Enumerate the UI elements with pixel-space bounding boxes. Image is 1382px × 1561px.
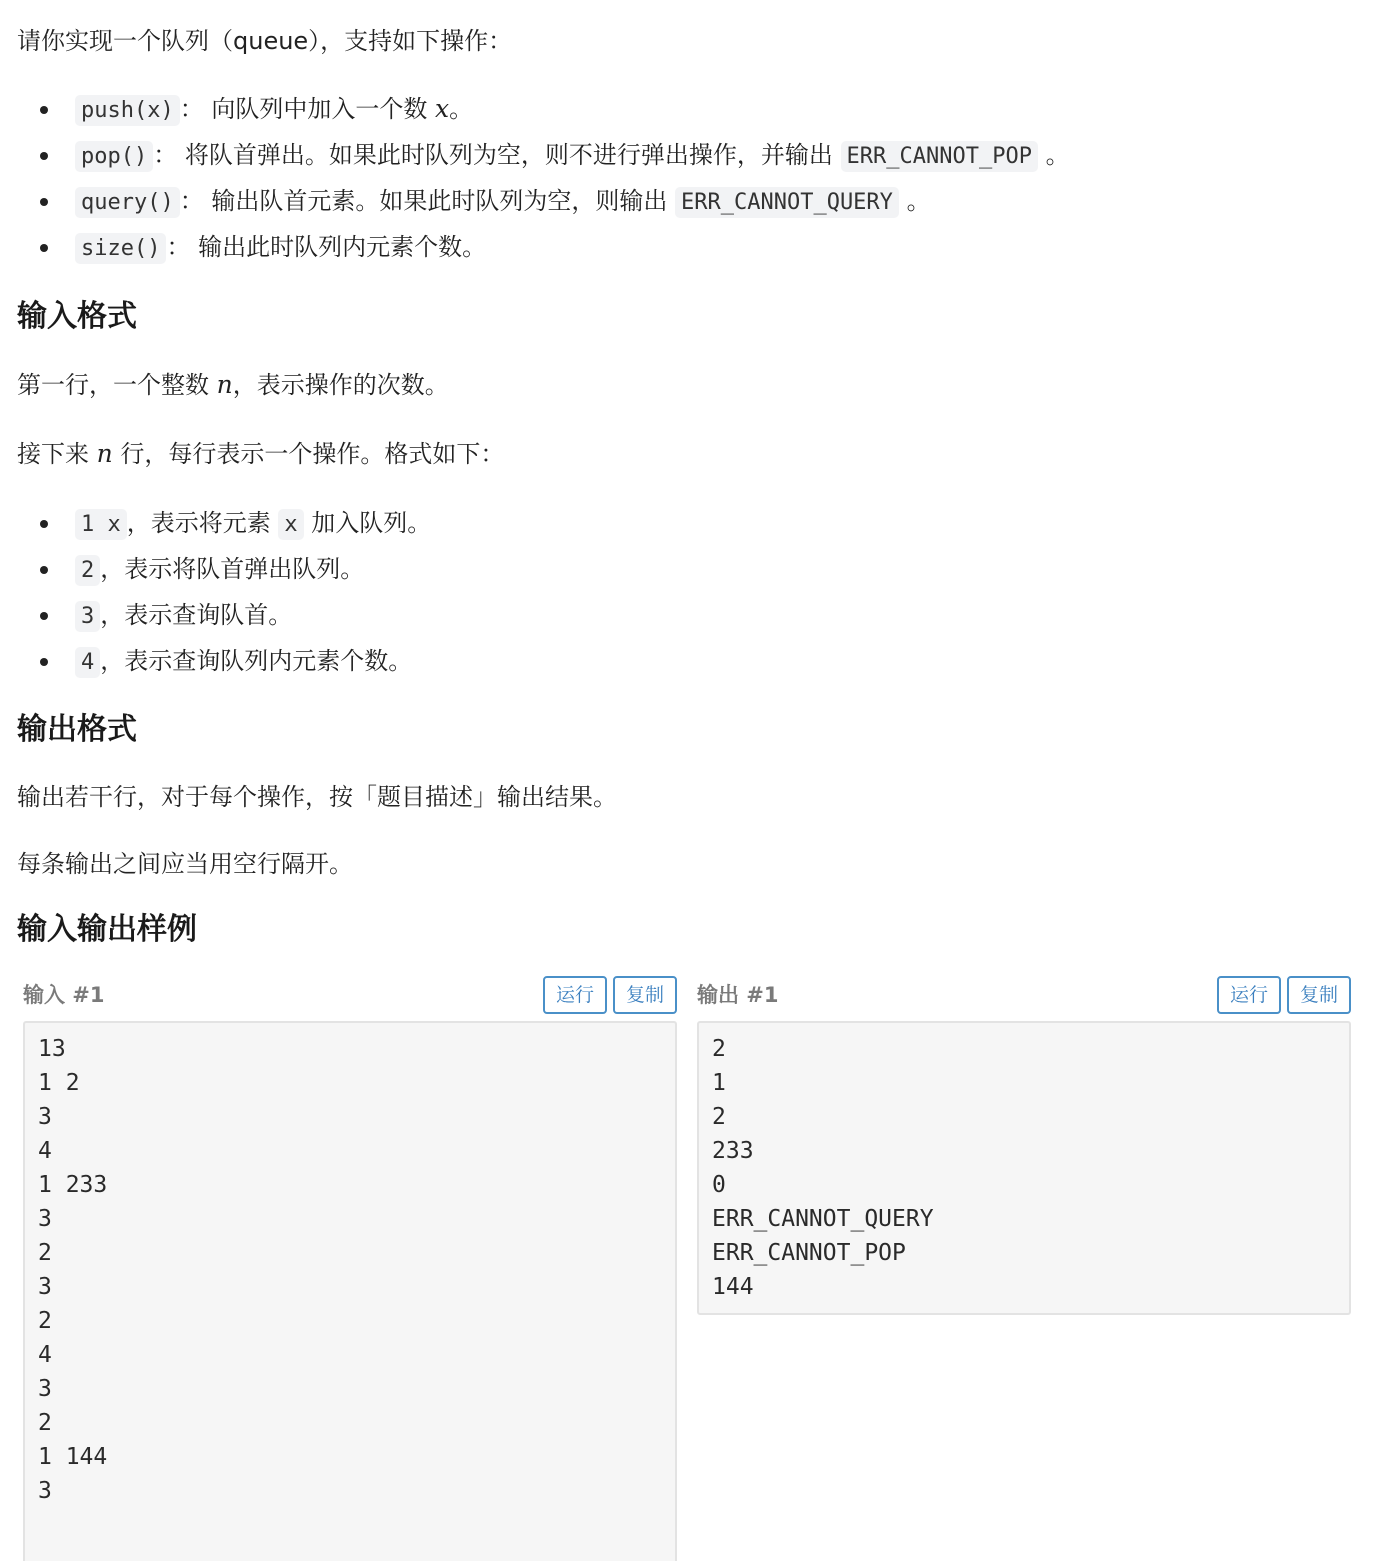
sample-input-header [17, 974, 677, 1018]
inline-code: x [278, 509, 303, 540]
samples-heading: 输入输出样例 [17, 912, 197, 947]
sample-input-panel [17, 974, 677, 1561]
text-segment: ，表示操作的次数。 [232, 371, 449, 399]
code-line: 13 [38, 1036, 66, 1062]
code-line: ERR_CANNOT_QUERY [712, 1206, 934, 1232]
text-segment: 接下来 [17, 440, 89, 468]
input-format-line1 [17, 368, 449, 402]
code-line: 2 [38, 1308, 52, 1334]
code-line: ERR_CANNOT_POP [712, 1240, 906, 1266]
code-line: 144 [712, 1274, 754, 1300]
math-var: n [216, 370, 233, 399]
code-line: 1 [712, 1070, 726, 1096]
output-format-heading: 输出格式 [17, 712, 137, 747]
op-description: 将队首弹出。如果此时队列为空，则不进行弹出操作，并输出 [184, 141, 833, 169]
math-var: x [435, 94, 450, 123]
code-line: 2 [38, 1410, 52, 1436]
sample-input-actions [537, 976, 677, 1014]
code-line: 4 [38, 1138, 52, 1164]
op-tail: 。 [449, 95, 474, 123]
item-description: ，表示查询队列内元素个数。 [100, 647, 413, 675]
sample-output-actions [1211, 976, 1351, 1014]
item-description: ，表示将队首弹出队列。 [100, 555, 365, 583]
output-format-line2: 每条输出之间应当用空行隔开。 [17, 850, 353, 878]
sample-output-panel [691, 974, 1351, 1315]
code-line: 3 [38, 1104, 52, 1130]
inline-code: push(x) [75, 95, 180, 126]
list-item [17, 500, 1362, 546]
inline-code: 4 [75, 647, 100, 678]
code-line: 4 [38, 1342, 52, 1368]
op-description: 输出此时队列内元素个数。 [198, 233, 487, 261]
list-item [17, 224, 1362, 270]
code-line: 3 [38, 1478, 52, 1504]
operations-list [17, 86, 1362, 270]
inline-code: pop() [75, 141, 153, 172]
code-line: 233 [712, 1138, 754, 1164]
separator: ： [166, 233, 191, 261]
inline-code: 1 x [75, 509, 127, 540]
op-tail: 。 [1045, 141, 1070, 169]
code-line: 2 [712, 1104, 726, 1130]
code-line: 0 [712, 1172, 726, 1198]
copy-button[interactable]: 复制 [1287, 976, 1351, 1014]
sample-input-title: 输入 #1 [23, 983, 105, 1007]
inline-code: ERR_CANNOT_QUERY [675, 187, 899, 218]
inline-code: query() [75, 187, 180, 218]
math-var: n [96, 439, 113, 468]
list-item [17, 178, 1362, 224]
op-description: 向队列中加入一个数 [211, 95, 428, 123]
intro-text: 请你实现一个队列（queue），支持如下操作： [17, 27, 513, 55]
separator: ： [153, 141, 178, 169]
sample-input-code[interactable] [23, 1021, 677, 1561]
inline-code: size() [75, 233, 166, 264]
input-items-list [17, 500, 1362, 684]
sample-output-header [691, 974, 1351, 1018]
list-item [17, 132, 1362, 178]
item-tail: 加入队列。 [311, 509, 432, 537]
code-line: 2 [38, 1240, 52, 1266]
sample-output-title: 输出 #1 [697, 983, 779, 1007]
run-button[interactable]: 运行 [543, 976, 607, 1014]
inline-code: 2 [75, 555, 100, 586]
code-line: 3 [38, 1206, 52, 1232]
separator: ： [179, 95, 204, 123]
list-item [17, 638, 1362, 684]
op-description: 输出队首元素。如果此时队列为空，则输出 [211, 187, 668, 215]
item-description: ，表示查询队首。 [100, 601, 293, 629]
code-line: 1 2 [38, 1070, 80, 1096]
copy-button[interactable]: 复制 [613, 976, 677, 1014]
inline-code: ERR_CANNOT_POP [841, 141, 1038, 172]
code-line: 2 [712, 1036, 726, 1062]
input-format-heading: 输入格式 [17, 299, 137, 334]
code-line: 3 [38, 1376, 52, 1402]
text-segment: 行，每行表示一个操作。格式如下： [120, 440, 505, 468]
item-description: ，表示将元素 [126, 509, 271, 537]
output-format-line1: 输出若干行，对于每个操作，按「题目描述」输出结果。 [17, 783, 617, 811]
input-format-line2 [17, 437, 504, 471]
code-line: 1 233 [38, 1172, 108, 1198]
inline-code: 3 [75, 601, 100, 632]
text-segment: 第一行，一个整数 [17, 371, 209, 399]
list-item [17, 592, 1362, 638]
code-line: 3 [38, 1274, 52, 1300]
op-tail: 。 [906, 187, 931, 215]
list-item [17, 86, 1362, 132]
run-button[interactable]: 运行 [1217, 976, 1281, 1014]
code-line: 1 144 [38, 1444, 108, 1470]
sample-output-code[interactable] [697, 1021, 1351, 1315]
list-item [17, 546, 1362, 592]
separator: ： [179, 187, 204, 215]
